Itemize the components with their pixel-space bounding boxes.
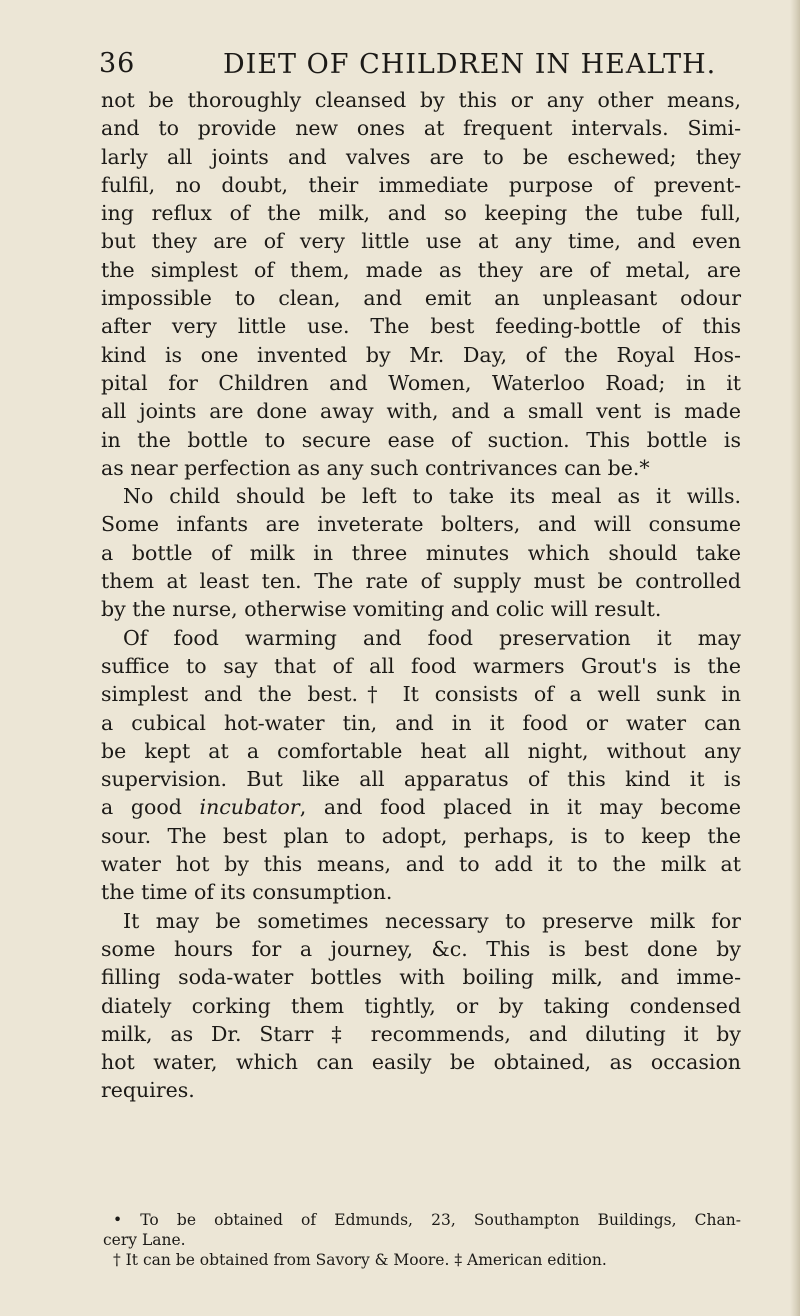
text-line: be kept at a comfortable heat all night, without any: [101, 738, 741, 763]
running-head: [99, 48, 739, 88]
page-edge: [790, 0, 800, 1316]
text-line: after very little use. The best feeding-bottle of this: [101, 314, 741, 339]
text-line: kind is one invented by Mr. Day, of the Royal Hos-: [101, 342, 741, 367]
text-line: milk, as Dr. Starr ‡ recommends, and diluting it by: [101, 1021, 741, 1046]
text-line: fulfil, no doubt, their immediate purpose of prevent-: [101, 172, 741, 197]
text-line: pital for Children and Women, Waterloo Road; in it: [101, 370, 741, 395]
text-line: ing reflux of the milk, and so keeping the tube full,: [101, 201, 741, 226]
text-line: and to provide new ones at frequent intervals. Simi-: [101, 116, 741, 141]
text-line: the simplest of them, made as they are of metal, are: [101, 257, 741, 282]
text-line: diately corking them tightly, or by taking condensed: [101, 993, 741, 1018]
text-line: impossible to clean, and emit an unpleasant odour: [101, 286, 741, 311]
text-line: Of food warming and food preservation it may: [123, 625, 741, 650]
text-line: simplest and the best.† It consists of a well sunk in: [101, 682, 741, 707]
text-line: all joints are done away with, and a small vent is made: [101, 399, 741, 424]
text-line: the time of its consumption.: [101, 880, 393, 905]
text-line: not be thoroughly cleansed by this or any other means,: [101, 88, 741, 112]
footnote-line: • To be obtained of Edmunds, 23, Southampton Buildings, Chan-: [113, 1211, 741, 1229]
text-line: in the bottle to secure ease of suction. This bottle is: [101, 427, 741, 452]
text-line: It may be sometimes necessary to preserve milk for: [123, 908, 741, 933]
footnote-line: † It can be obtained from Savory & Moore. ‡ American edition.: [113, 1251, 607, 1269]
text-line: by the nurse, otherwise vomiting and colic will result.: [101, 597, 662, 622]
text-line: a bottle of milk in three minutes which should take: [101, 540, 741, 565]
text-line: supervision. But like all apparatus of this kind it is: [101, 767, 741, 792]
page-number: 36: [99, 48, 136, 79]
body-text: [101, 86, 741, 1105]
text-line: a cubical hot-water tin, and in it food or water can: [101, 710, 741, 735]
text-line: a good incubator, and food placed in it may become: [101, 795, 741, 820]
text-line: hot water, which can easily be obtained, as occasion: [101, 1050, 741, 1075]
italic-word: incubator: [199, 795, 300, 820]
text-line: suffice to say that of all food warmers Grout's is the: [101, 653, 741, 678]
running-title: DIET OF CHILDREN IN HEALTH.: [223, 49, 717, 80]
text-line: larly all joints and valves are to be eschewed; they: [101, 144, 741, 169]
text-line: water hot by this means, and to add it to the milk at: [101, 852, 741, 877]
text-line: some hours for a journey, &c. This is best done by: [101, 936, 741, 961]
footnotes: [103, 1210, 741, 1270]
text-line: as near perfection as any such contrivances can be.*: [101, 455, 650, 480]
text-line: but they are of very little use at any time, and even: [101, 229, 741, 254]
text-line: No child should be left to take its meal as it wills.: [123, 484, 741, 509]
footnote-line: cery Lane.: [103, 1231, 186, 1249]
text-line: Some infants are inveterate bolters, and will consume: [101, 512, 741, 537]
text-line: sour. The best plan to adopt, perhaps, is to keep the: [101, 823, 741, 848]
text-line: them at least ten. The rate of supply must be controlled: [101, 569, 741, 594]
text-line: filling soda-water bottles with boiling milk, and imme-: [101, 965, 741, 990]
text-line: requires.: [101, 1078, 195, 1103]
